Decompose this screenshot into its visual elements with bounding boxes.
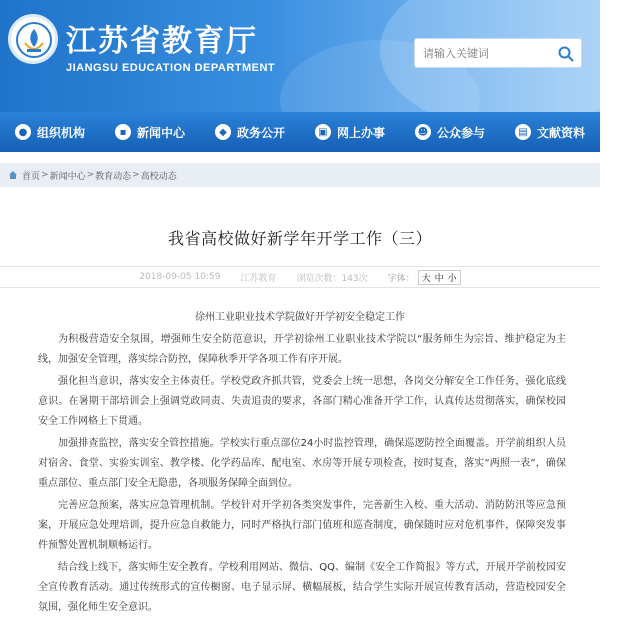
breadcrumb-edu-news[interactable]: 教育动态 [95, 171, 132, 182]
article-views: 浏览次数：143次 [296, 273, 368, 284]
article-subtitle: 徐州工业职业技术学院做好开学初安全稳定工作 [195, 312, 405, 323]
nav-item-public[interactable] [400, 112, 500, 152]
article-paragraph: 强化担当意识，落实安全主体责任。学校党政齐抓共管，党委会上统一思想，各岗交分解安全工作任务，强化底线意识。在暑期干部培训会上强调党政同责、失责追责的要求，各部门精心准备开学工作，认真传达贯彻落实，确保校园安全工作网格上下贯通。 [38, 376, 566, 427]
nav-item-label: 网上办事 [336, 125, 385, 140]
docs-icon: ▤ [515, 124, 531, 140]
nav-item-docs[interactable] [500, 112, 600, 152]
nav-item-service[interactable] [300, 112, 400, 152]
breadcrumb-home[interactable]: 首页 [22, 171, 41, 182]
org-icon: ● [15, 124, 31, 140]
nav-item-label: 政务公开 [236, 125, 285, 140]
nav-item-label: 公众参与 [436, 125, 485, 140]
search-icon[interactable] [557, 45, 575, 63]
home-icon [8, 170, 18, 180]
nav-item-news[interactable] [100, 112, 200, 152]
search-input[interactable] [415, 39, 551, 67]
public-icon: ☻ [415, 124, 431, 140]
font-size-control [388, 270, 461, 285]
article-meta [0, 266, 600, 288]
site-title: 江苏省教育厅 [66, 24, 258, 59]
article-title: 我省高校做好新学年开学工作（三） [167, 229, 432, 248]
article-body [38, 330, 566, 620]
site-logo-icon[interactable] [8, 14, 58, 64]
news-icon: ▪ [115, 124, 131, 140]
nav-item-label: 组织机构 [36, 125, 85, 140]
nav-item-org[interactable] [0, 112, 100, 152]
font-size-small[interactable]: 小 [447, 273, 457, 284]
article-date: 2018-09-05 10:59 [139, 272, 221, 282]
nav-item-gov[interactable] [200, 112, 300, 152]
search-box [414, 38, 582, 68]
font-size-medium[interactable]: 中 [434, 273, 444, 284]
article-paragraph: 加强排查监控，落实安全管控措施。学校实行重点部位24小时监控管理，确保巡逻防控全面覆盖。开学前组织人员对宿舍、食堂、实验实训室、教学楼、化学药品库、配电室、水房等开展专项检查，按时复查，落实“两照一表”，确保重点部位、重点部门安全无隐患，各项服务保障全面到位。 [38, 438, 566, 489]
breadcrumb-separator: > [86, 170, 95, 180]
article-paragraph: 完善应急预案，落实应急管理机制。学校针对开学初各类突发事件，完善新生入校、重大活动、消防防汛等应急预案，开展应急处理培训，提升应急自救能力，同时严格执行部门值班和巡查制度，确保随时应对危机事件，保障突发事件预警处置机制顺畅运行。 [38, 500, 566, 551]
breadcrumb-news[interactable]: 新闻中心 [49, 171, 86, 182]
nav-item-label: 文献资料 [536, 125, 585, 140]
gov-icon: ◆ [215, 124, 231, 140]
main-nav [0, 112, 600, 152]
font-size-options [418, 270, 461, 285]
font-size-large[interactable]: 大 [421, 273, 431, 284]
breadcrumb-separator: > [132, 170, 140, 180]
nav-item-label: 新闻中心 [136, 125, 185, 140]
breadcrumb-separator: > [41, 170, 49, 180]
article-paragraph: 为积极营造安全氛围，增强师生安全防范意识，开学初徐州工业职业技术学院以“服务师生为宗旨、维护稳定为主线，加强安全管理，落实综合防控，保障秋季开学各项工作有序开展。 [38, 334, 566, 365]
site-subtitle: JIANGSU EDUCATION DEPARTMENT [66, 62, 276, 74]
article-paragraph: 结合线上线下，落实师生安全教育。学校利用网站、微信、QQ、编制《安全工作简报》等方式，开展开学前校园安全宣传教育活动。通过传统形式的宣传橱窗、电子显示屏、横幅展板，结合学生实际开展宣传教育活动，营造校园安全氛围，强化师生安全意识。 [38, 562, 566, 613]
article-source: 江苏教育 [240, 273, 277, 284]
font-size-label: 字体： [387, 273, 415, 284]
service-icon: ▣ [315, 124, 331, 140]
site-header [0, 0, 600, 112]
breadcrumb [0, 163, 600, 187]
breadcrumb-university-news[interactable]: 高校动态 [140, 171, 177, 182]
